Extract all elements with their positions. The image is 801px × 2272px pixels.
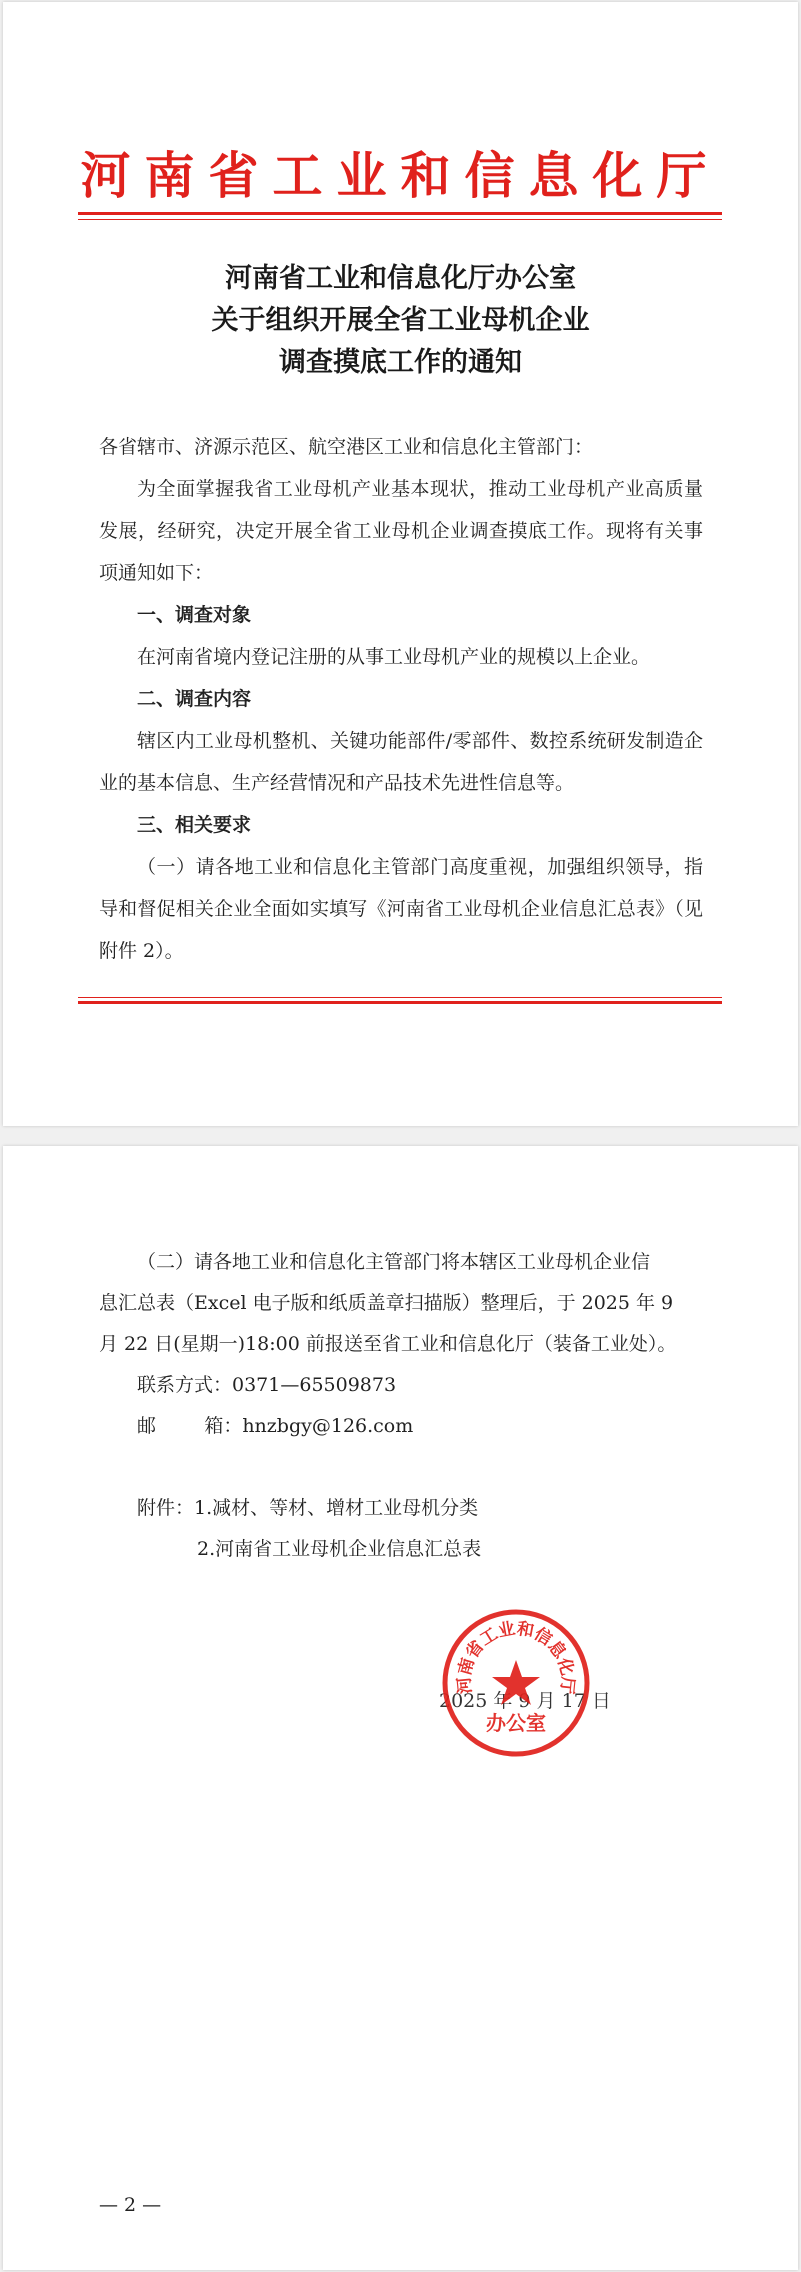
requirement-2-line-1: （二）请各地工业和信息化主管部门将本辖区工业母机企业信 xyxy=(137,1251,651,1273)
seal-center-text: 办公室 xyxy=(486,1711,546,1735)
section-2-text: 辖区内工业母机整机、关键功能部件/零部件、数控系统研发制造企业的基本信息、生产经营情况和产品技术先进性信息等。 xyxy=(99,730,703,794)
title-line-3: 调查摸底工作的通知 xyxy=(279,347,522,378)
document-page-2 xyxy=(3,1146,798,2270)
official-seal-stamp xyxy=(441,1608,591,1758)
title-line-2: 关于组织开展全省工业母机企业 xyxy=(211,305,590,336)
section-1-heading: 一、调查对象 xyxy=(137,604,252,626)
requirement-2-line-2: 息汇总表（Excel 电子版和纸质盖章扫描版）整理后，于 2025 年 9 xyxy=(99,1292,674,1314)
seal-star-icon xyxy=(492,1660,540,1705)
contact-phone: 联系方式：0371—65509873 xyxy=(137,1374,397,1396)
section-2-heading: 二、调查内容 xyxy=(137,688,252,710)
agency-letterhead: 河南省工业和信息化厅 xyxy=(80,146,721,205)
title-line-1: 河南省工业和信息化厅办公室 xyxy=(225,263,576,294)
attachments xyxy=(99,1488,703,1570)
seal-ring-text: 河南省工业和信息化厅 xyxy=(454,1618,578,1695)
issue-date: 2025 年 9 月 17 日 xyxy=(439,1690,611,1712)
letterhead-rule-thin xyxy=(78,219,722,220)
intro-paragraph: 为全面掌握我省工业母机产业基本现状，推动工业母机产业高质量发展，经研究，决定开展全省工业母机企业调查摸底工作。现将有关事项通知如下： xyxy=(99,478,703,584)
footer-rule-thin xyxy=(78,997,722,998)
section-3-heading: 三、相关要求 xyxy=(137,814,252,836)
document-title xyxy=(3,258,798,384)
contact-email: 邮 箱：hnzbgy@126.com xyxy=(137,1415,414,1437)
recipients: 各省辖市、济源示范区、航空港区工业和信息化主管部门： xyxy=(99,436,594,458)
section-1-text: 在河南省境内登记注册的从事工业母机产业的规模以上企业。 xyxy=(137,646,651,668)
attachment-item-1: 附件：1.减材、等材、增材工业母机分类 xyxy=(137,1497,479,1519)
section-3-text: （一）请各地工业和信息化主管部门高度重视，加强组织领导，指导和督促相关企业全面如实填写《河南省工业母机企业信息汇总表》（见附件 2）。 xyxy=(99,856,703,962)
document-page-1 xyxy=(3,2,798,1126)
document-body xyxy=(99,426,703,972)
footer-rule-thick xyxy=(78,1001,722,1004)
letterhead-rule-thick xyxy=(78,212,722,215)
requirement-2 xyxy=(99,1242,703,1447)
requirement-2-line-3: 月 22 日(星期一)18:00 前报送至省工业和信息化厅（装备工业处）。 xyxy=(99,1333,677,1355)
page-number: — 2 — xyxy=(99,2194,162,2216)
attachment-item-2: 2.河南省工业母机企业信息汇总表 xyxy=(197,1538,482,1560)
